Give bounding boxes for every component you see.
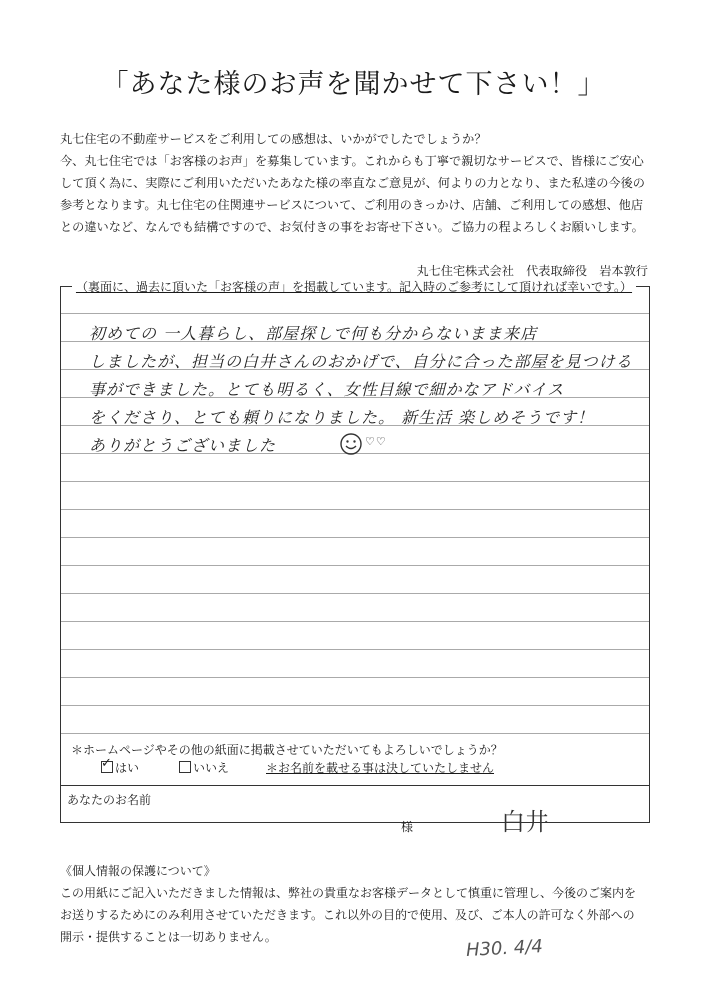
intro-text [60,128,660,238]
intro-line: 丸七住宅の不動産サービスをご利用しての感想は、いかがでしたでしょうか？ [60,132,487,146]
option-note: ＊お名前を載せる事は決していたしません [266,761,495,775]
privacy-text [60,882,660,948]
ruled-line [61,537,649,538]
heart-doodle-icon: ♡♡ [365,435,387,448]
ruled-line [61,621,649,622]
handwritten-line: 事ができました。とても明るく、女性目線で細かなアドバイス [89,380,565,399]
intro-line: との違いなど、なんでも結構ですので、お気付きの事をお寄せ下さい。ご協力の程よろしくお願いします。 [60,220,644,234]
checkbox-no[interactable] [179,761,191,773]
ruled-line [61,677,649,678]
smiley-face-icon [339,432,363,456]
ruled-line [61,509,649,510]
company-signature: 丸七住宅株式会社 代表取締役 岩本敦行 [416,264,648,278]
option-no[interactable] [179,759,229,776]
privacy-line: お送りするためにのみ利用させていただきます。これ以外の目的で使用、及び、ご本人の許可なく外部への [60,908,635,922]
handwritten-line: しましたが、担当の白井さんのおかげで、自分に合った部屋を見つける [89,352,633,371]
name-label: あなたのお名前 [67,793,152,807]
privacy-heading: 《個人情報の保護について》 [60,864,216,878]
intro-line: 今、丸七住宅では「お客様のお声」を募集しています。これからも丁寧で親切なサービスで、皆様にご安心 [60,154,644,168]
ruled-line [61,705,649,706]
handwritten-date: H30. 4/4 [465,936,544,961]
ruled-line [61,481,649,482]
feedback-box [60,286,650,836]
intro-line: 参考となります。丸七住宅の住関連サービスについて、ご利用のきっかけ、店舗、ご利用しての感想、他店 [60,198,644,212]
name-divider [61,785,649,786]
page-title: 「あなた様のお声を聞かせて下さい！」 [101,69,606,100]
option-yes-label: はい [115,761,140,775]
handwritten-line [89,433,387,456]
handwritten-line: 初めての 一人暮らし、部屋探しで何も分からないまま来店 [89,324,538,343]
handwritten-line: をくださり、とても頼りになりました。 新生活 楽しめそうです！ [89,408,595,427]
customer-name: 白井 [501,808,549,836]
ruled-line [61,649,649,650]
option-yes[interactable] [101,759,139,776]
ruled-line [61,593,649,594]
reference-note [60,278,648,295]
ruled-line [61,733,649,734]
intro-line: して頂く為に、実際にご利用いただいたあなた様の率直なご意見が、何よりの力となり、また私達の今後の [60,176,645,190]
publish-question: ＊ホームページやその他の紙面に掲載させていただいてもよろしいでしょうか？ [71,743,503,757]
honorific-sama: 様 [401,820,414,834]
option-no-label: いいえ [193,761,230,775]
ruled-line [61,565,649,566]
privacy-line: この用紙にご記入いただきました情報は、弊社の貴重なお客様データとして慎重に管理し、今後のご案内を [60,886,637,900]
reference-note-text: （裏面に、過去に頂いた「お客様の声」を掲載しています。記入時のご参考にして頂ければ幸いです。） [72,280,636,294]
ruled-line [61,313,649,314]
handwritten-thanks: ありがとうございました [89,436,277,455]
checkbox-yes-checked[interactable] [101,761,113,773]
privacy-line: 開示・提供することは一切ありません。 [60,930,277,944]
